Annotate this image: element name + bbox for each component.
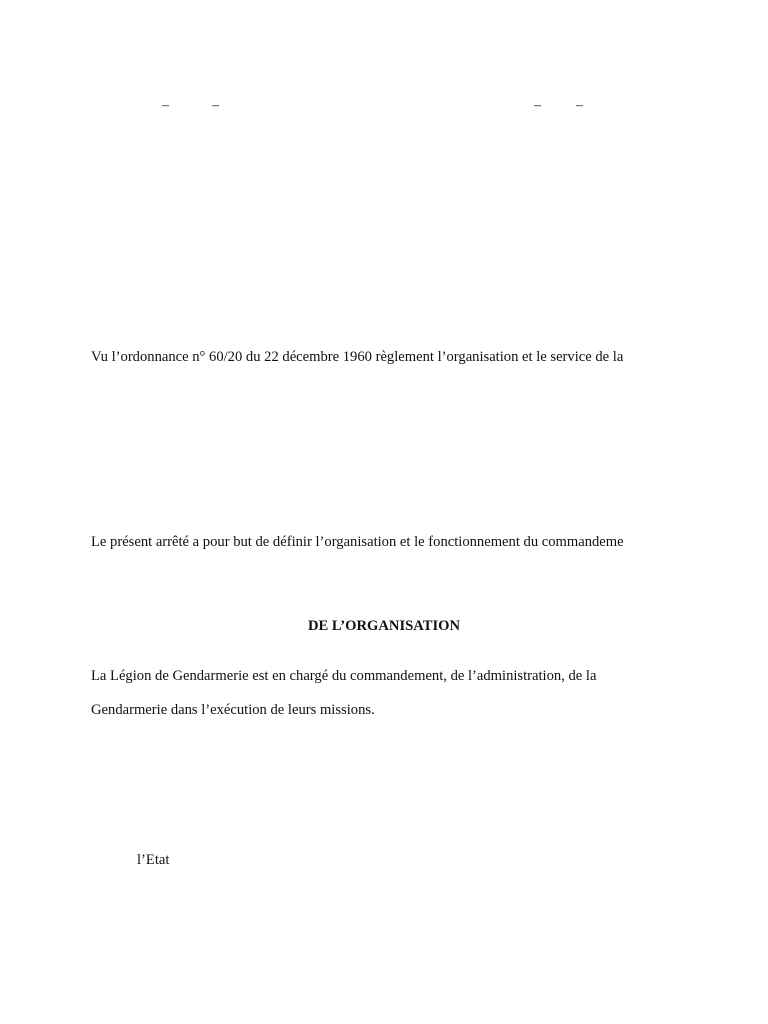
legion-paragraph-line: Gendarmerie dans l’exécution de leurs missions.: [91, 702, 375, 718]
legion-paragraph-line: La Légion de Gendarmerie est en chargé du commandement, de l’administration, de la: [91, 668, 597, 684]
visa-paragraph: Vu l’ordonnance n° 60/20 du 22 décembre 1960 règlement l’organisation et le service de la: [91, 349, 624, 365]
header-dash: –: [162, 98, 169, 113]
section-title: DE L’ORGANISATION: [307, 618, 461, 634]
etat-text: l’Etat: [137, 852, 170, 868]
objet-paragraph: Le présent arrêté a pour but de définir l’organisation et le fonctionnement du commandeme: [91, 534, 624, 550]
header-dash: –: [576, 98, 583, 113]
header-dash: –: [534, 98, 541, 113]
header-dash: –: [212, 98, 219, 113]
